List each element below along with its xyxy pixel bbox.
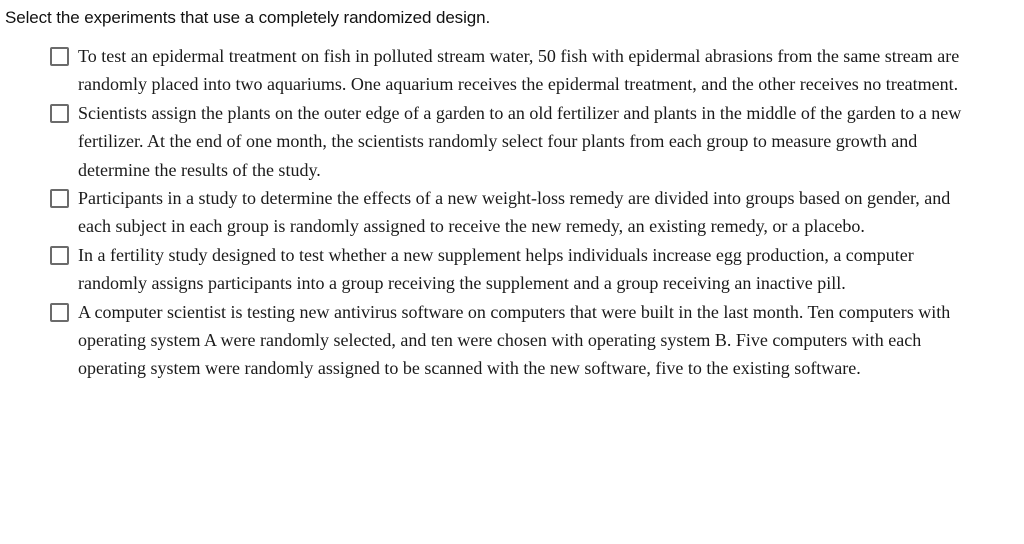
answer-checkbox-4[interactable] bbox=[50, 246, 69, 265]
answer-option-4[interactable] bbox=[5, 241, 1024, 298]
answer-option-text-4[interactable]: In a fertility study designed to test whether a new supplement helps individuals increase egg production, a computer randomly assigns participants into a group receiving the supplement and a group receiving an inactive pill. bbox=[78, 244, 914, 294]
answer-option-5[interactable] bbox=[5, 298, 1024, 383]
answer-checkbox-3[interactable] bbox=[50, 189, 69, 208]
answer-checkbox-1[interactable] bbox=[50, 47, 69, 66]
answer-checkbox-2[interactable] bbox=[50, 104, 69, 123]
question-prompt: Select the experiments that use a completely randomized design. bbox=[5, 8, 491, 27]
answer-option-3[interactable] bbox=[5, 184, 1024, 241]
answer-option-text-3[interactable]: Participants in a study to determine the effects of a new weight-loss remedy are divided into groups based on gender, and each subject in each group is randomly assigned to receive the new remedy, an existing remedy, or a placebo. bbox=[78, 188, 951, 237]
answer-option-text-2[interactable]: Scientists assign the plants on the outer edge of a garden to an old fertilizer and plants in the middle of the garden to a new fertilizer. At the end of one month, the scientists randomly select four plants from each group to measure growth and determine the results of the study. bbox=[78, 102, 962, 180]
answer-options-list bbox=[5, 42, 1024, 383]
answer-checkbox-5[interactable] bbox=[50, 303, 69, 322]
answer-option-text-5[interactable]: A computer scientist is testing new antivirus software on computers that were built in the last month. Ten computers with operating system A were randomly selected, and ten were chosen with operating system B. Five computers with each operating system were randomly assigned to be scanned with the new software, five to the existing software. bbox=[78, 301, 951, 379]
answer-option-2[interactable] bbox=[5, 99, 1024, 184]
answer-option-1[interactable] bbox=[5, 42, 1024, 99]
answer-option-text-1[interactable]: To test an epidermal treatment on fish in polluted stream water, 50 fish with epidermal abrasions from the same stream are randomly placed into two aquariums. One aquarium receives the epidermal treatment, and the other receives no treatment. bbox=[78, 46, 960, 95]
